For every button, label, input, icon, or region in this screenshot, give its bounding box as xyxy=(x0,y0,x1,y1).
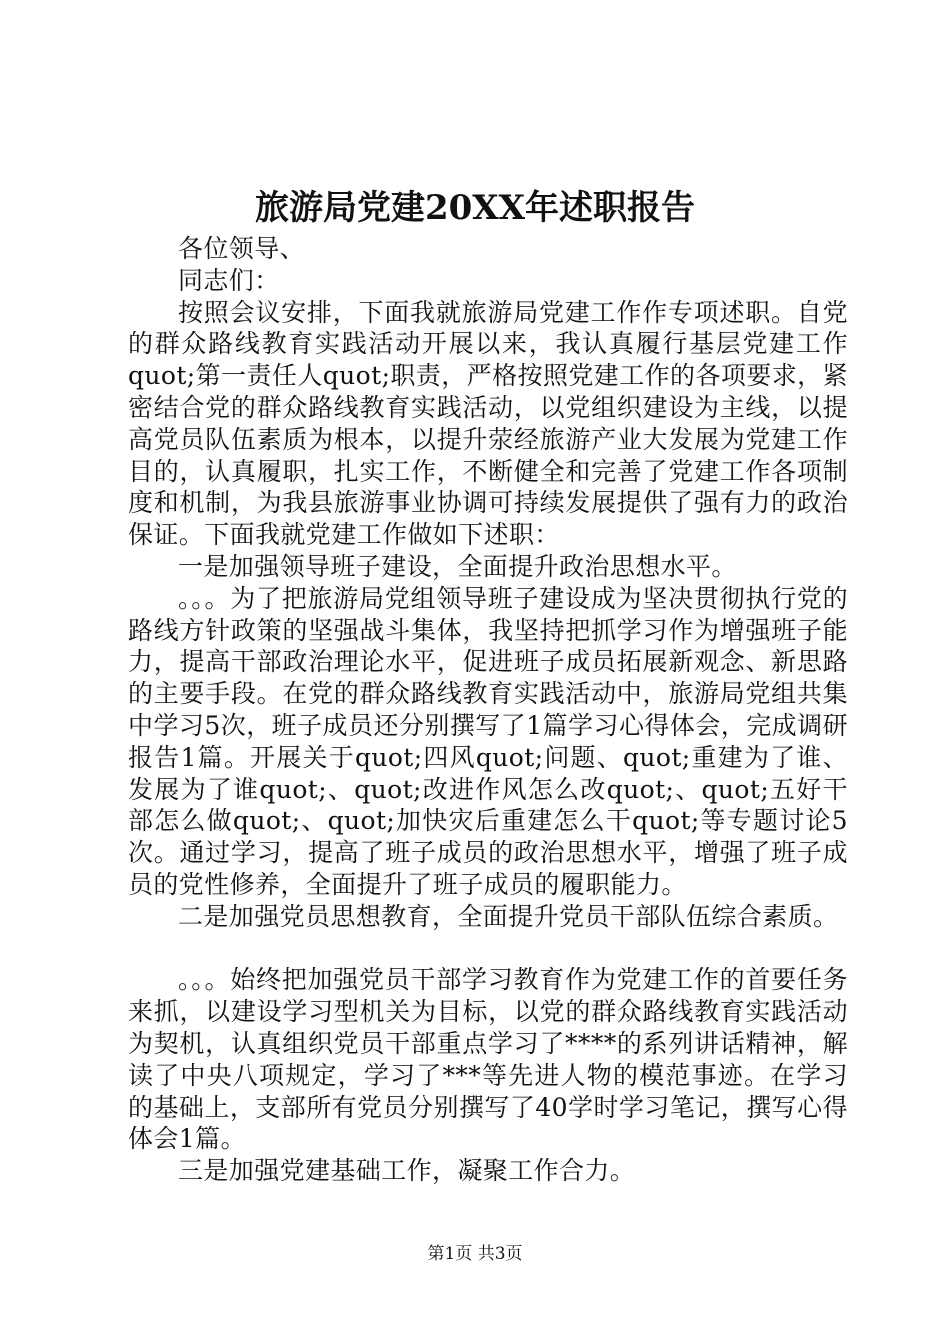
section-1-paragraph: 。。。为了把旅游局党组领导班子建设成为坚决贯彻执行党的路线方针政策的坚强战斗集体，我坚持把抓学习作为增强班子能力，提高干部政治理论水平，促进班子成员拓展新观念、新思路的主要手段。在党的群众路线教育实践活动中，旅游局党组共集中学习5次，班子成员还分别撰写了1篇学习心得体会，完成调研报告1篇。开展关于quot;四风quot;问题、quot;重建为了谁、发展为了谁quot;、quot;改进作风怎么改quot;、quot;五好干部怎么做quot;、quot;加快灾后重建怎么干quot;等专题讨论5次。通过学习，提高了班子成员的政治思想水平，增强了班子成员的党性修养，全面提升了班子成员的履职能力。 xyxy=(128,583,848,899)
section-heading-2: 二是加强党员思想教育，全面提升党员干部队伍综合素质。 xyxy=(178,901,839,931)
section-heading-1: 一是加强领导班子建设，全面提升政治思想水平。 xyxy=(178,551,737,581)
document-body xyxy=(128,233,848,1187)
section-2-paragraph: 。。。始终把加强党员干部学习教育作为党建工作的首要任务来抓，以建设学习型机关为目标，以党的群众路线教育实践活动为契机，认真组织党员干部重点学习了****的系列讲话精神，解读了中央八项规定，学习了***等先进人物的模范事迹。在学习的基础上，支部所有党员分别撰写了40学时学习笔记，撰写心得体会1篇。 xyxy=(128,965,848,1154)
document-title: 旅游局党建20XX年述职报告 xyxy=(254,188,696,228)
intro-paragraph: 按照会议安排，下面我就旅游局党建工作作专项述职。自党的群众路线教育实践活动开展以来，我认真履行基层党建工作quot;第一责任人quot;职责，严格按照党建工作的各项要求，紧密结合党的群众路线教育实践活动，以党组织建设为主线，以提高党员队伍素质为根本，以提升荥经旅游产业大发展为党建工作目的，认真履职，扎实工作，不断健全和完善了党建工作各项制度和机制，为我县旅游事业协调可持续发展提供了强有力的政治保证。下面我就党建工作做如下述职： xyxy=(128,297,848,550)
salutation-leaders: 各位领导、 xyxy=(178,234,306,263)
section-heading-3: 三是加强党建基础工作，凝聚工作合力。 xyxy=(178,1156,636,1186)
salutation-comrades: 同志们： xyxy=(178,265,280,295)
page-footer: 第1页 共3页 xyxy=(427,1244,523,1264)
